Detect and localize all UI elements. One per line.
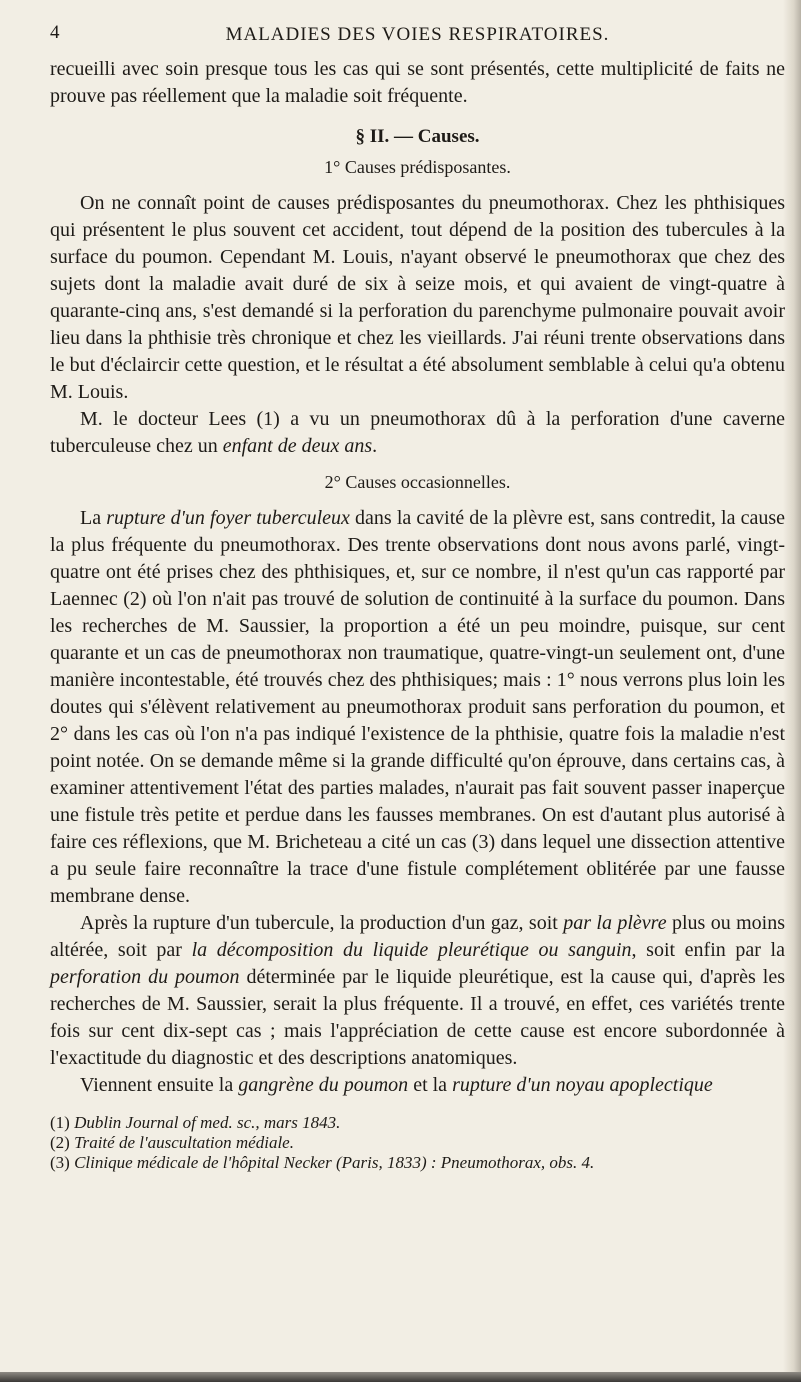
- text-run: M. le docteur Lees (1) a vu un pneumothorax dû à la perforation d'une caverne tuberculeuse chez un: [50, 408, 785, 457]
- page-header: [50, 22, 785, 56]
- paragraph-predisposing-1: On ne connaît point de causes prédisposantes du pneumothorax. Chez les phthisiques qui présentent le plus souvent cet accident, tout dépend de la position des tubercules à la surface du poumon. Cependant M. Louis, n'ayant observé le pneumothorax que chez des sujets dont la maladie avait duré de six à seize mois, et qui avaient de vingt-quatre à quarante-cinq ans, s'est demandé si la perforation du parenchyme pulmonaire pouvait avoir lieu dans la phthisie très chronique et chez les vieillards. J'ai réuni trente observations dans le but d'éclaircir cette question, et le résultat a été absolument semblable à celui qu'a obtenu M. Louis.: [50, 192, 785, 403]
- text-run: plus ou moins altérée, soit par: [50, 912, 785, 961]
- italic-run: par la plèvre: [563, 912, 667, 934]
- text-run: dans la cavité de la plèvre est, sans contredit, la cause la plus fréquente du pneumothorax. Des trente observations dont nous avons parlé, vingt-quatre ont été prises chez des phthisiques, et, sur ce nombre, il n'est qu'un cas rapporté par Laennec (2) où l'on n'ait pas trouvé de solution de continuité à la surface du poumon. Dans les recherches de M. Saussier, la proportion a été un peu moindre, puisque, sur cent quarante et un cas de pneumothorax non traumatique, quatre-vingt-un seulement ont, d'une manière incontestable, été trouvés chez des phthisiques; mais : 1° nous verrons plus loin les doutes qui s'élèvent relativement au pneumothorax produit sans perforation du poumon, et 2° dans les cas où l'on n'a pas indiqué l'existence de la phthisie, quatre fois la maladie n'est point notée. On se demande même si la grande difficulté qu'on éprouve, dans certains cas, à examiner attentivement l'état des parties malades, n'aurait pas fait souvent passer inaperçue une fistule très petite et perdue dans les fausses membranes. On est d'autant plus autorisé à faire ces réflexions, que M. Bricheteau a cité un cas (3) dans lequel une dissection attentive a pu seule faire reconnaître la trace d'une fistule complétement oblitérée par une fausse membrane dense.: [50, 507, 786, 907]
- text-run: Après la rupture d'un tubercule, la production d'un gaz, soit: [80, 912, 564, 934]
- italic-run: gangrène du poumon: [238, 1074, 409, 1096]
- text-run: Viennent ensuite la: [80, 1074, 239, 1096]
- footnote-number: (1): [50, 1113, 70, 1132]
- text-run: La: [80, 507, 107, 529]
- text-run: .: [372, 435, 378, 457]
- footnotes: [50, 1113, 785, 1173]
- footnote-number: (3): [50, 1153, 70, 1172]
- footnote-number: (2): [50, 1133, 70, 1152]
- section-title: § II. — Causes.: [355, 126, 480, 147]
- subsection-heading-occasional: 2° Causes occasionnelles.: [324, 472, 511, 492]
- page-edge-shadow: [783, 0, 801, 1382]
- footnote-2: [50, 1133, 785, 1153]
- footnote-text: Dublin Journal of med. sc., mars 1843.: [74, 1113, 341, 1132]
- footnote-3: [50, 1153, 785, 1173]
- italic-run: rupture d'un foyer tuberculeux: [106, 507, 350, 529]
- intro-paragraph: recueilli avec soin presque tous les cas qui se sont présentés, cette multiplicité de faits ne prouve pas réellement que la maladie soit fréquente.: [50, 58, 785, 107]
- subsection-heading-predisposing: 1° Causes prédisposantes.: [324, 157, 511, 177]
- paragraph-occasional-3: [50, 1072, 785, 1099]
- italic-run: rupture d'un noyau apoplectique: [452, 1074, 713, 1096]
- paragraph-predisposing-2: [50, 406, 785, 460]
- paragraph-occasional-2: [50, 910, 785, 1072]
- text-run: , soit enfin par la: [631, 939, 785, 961]
- page-bottom-edge: [0, 1372, 801, 1382]
- text-run: déterminée par le liquide pleurétique, est la cause qui, d'après les recherches de M. Saussier, serait la plus fréquente. Il a trouvé, en effet, ces variétés trente fois sur cent dix-sept cas ; mais l'appréciation de cette cause est encore subordonnée à l'exactitude du diagnostic et des descriptions anatomiques.: [50, 966, 785, 1069]
- footnote-text: Clinique médicale de l'hôpital Necker (Paris, 1833) : Pneumothorax, obs. 4.: [74, 1153, 595, 1172]
- paragraph-occasional-1: [50, 505, 785, 910]
- italic-run: perforation du poumon: [50, 966, 240, 988]
- book-page: [50, 22, 785, 1173]
- italic-run: la décomposition du liquide pleurétique ou sanguin: [191, 939, 632, 961]
- text-run: et la: [408, 1074, 453, 1096]
- footnote-1: [50, 1113, 785, 1133]
- footnote-text: Traité de l'auscultation médiale.: [74, 1133, 294, 1152]
- page-number: 4: [50, 22, 60, 43]
- running-title: MALADIES DES VOIES RESPIRATOIRES.: [225, 24, 610, 45]
- italic-run: enfant de deux ans: [222, 435, 373, 457]
